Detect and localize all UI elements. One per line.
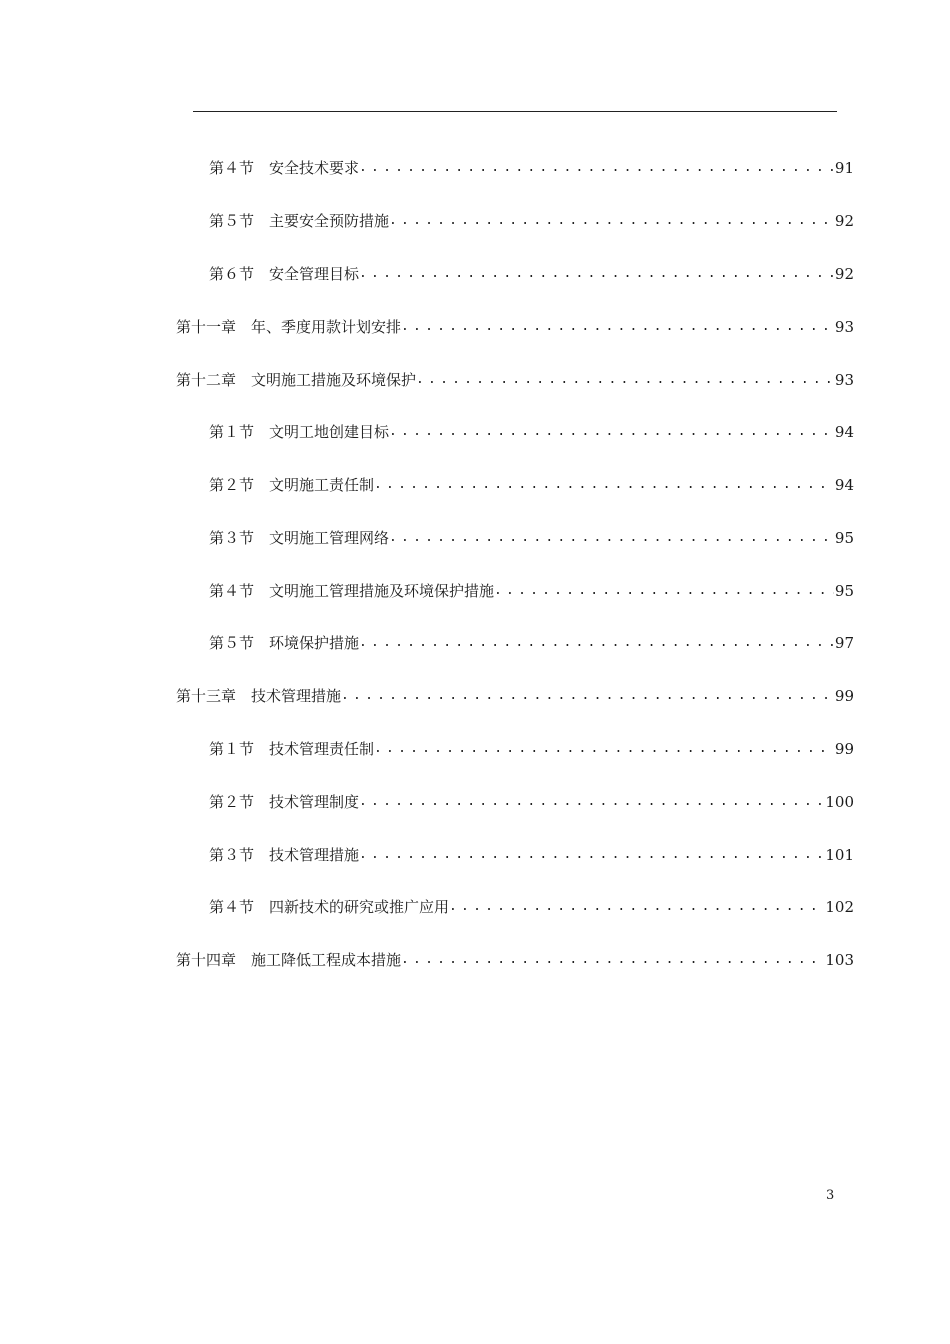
toc-entry-section[interactable] — [209, 841, 854, 865]
toc-dot-leader — [359, 633, 834, 653]
toc-entry-chapter[interactable] — [176, 313, 854, 337]
toc-entry-chapter[interactable] — [176, 366, 854, 390]
toc-entry-label: 第１节 文明工地创建目标 — [209, 423, 390, 441]
toc-entry-section[interactable] — [209, 629, 854, 653]
toc-entry-label: 第３节 文明施工管理网络 — [209, 529, 390, 547]
toc-entry-chapter[interactable] — [176, 682, 854, 706]
toc-dot-leader — [416, 370, 834, 390]
toc-entry-page: 97 — [834, 634, 854, 652]
toc-entry-section[interactable] — [209, 735, 854, 759]
toc-entry-page: 99 — [834, 740, 854, 758]
toc-entry-page: 91 — [834, 159, 854, 177]
toc-entry-label: 第十四章 施工降低工程成本措施 — [176, 951, 402, 969]
toc-entry-section[interactable] — [209, 893, 854, 917]
toc-entry-page: 103 — [825, 951, 854, 969]
toc-entry-label: 第４节 四新技术的研究或推广应用 — [209, 898, 450, 916]
toc-entry-section[interactable] — [209, 154, 854, 178]
toc-entry-label: 第十一章 年、季度用款计划安排 — [176, 318, 402, 336]
toc-entry-label: 第４节 文明施工管理措施及环境保护措施 — [209, 582, 495, 600]
toc-entry-section[interactable] — [209, 260, 854, 284]
toc-dot-leader — [359, 158, 834, 178]
toc-dot-leader — [359, 845, 824, 865]
toc-dot-leader — [374, 475, 834, 495]
toc-entry-page: 100 — [825, 793, 854, 811]
toc-entry-chapter[interactable] — [176, 946, 854, 970]
header-rule — [193, 111, 837, 112]
toc-dot-leader — [374, 739, 834, 759]
toc-entry-section[interactable] — [209, 577, 854, 601]
toc-entry-label: 第５节 环境保护措施 — [209, 634, 360, 652]
toc-entry-label: 第２节 技术管理制度 — [209, 793, 360, 811]
toc-dot-leader — [389, 422, 834, 442]
toc-entry-page: 94 — [834, 423, 854, 441]
toc-dot-leader — [401, 317, 834, 337]
toc-entry-section[interactable] — [209, 418, 854, 442]
toc-dot-leader — [449, 897, 824, 917]
toc-entry-page: 92 — [834, 265, 854, 283]
toc-entry-page: 101 — [825, 846, 854, 864]
toc-entry-section[interactable] — [209, 471, 854, 495]
toc-entry-page: 95 — [834, 582, 854, 600]
toc-dot-leader — [401, 950, 824, 970]
toc-dot-leader — [494, 581, 834, 601]
toc-dot-leader — [359, 792, 824, 812]
toc-dot-leader — [389, 528, 834, 548]
toc-entry-page: 92 — [834, 212, 854, 230]
toc-entry-label: 第３节 技术管理措施 — [209, 846, 360, 864]
toc-entry-section[interactable] — [209, 788, 854, 812]
toc-dot-leader — [359, 264, 834, 284]
toc-entry-page: 102 — [825, 898, 854, 916]
toc-entry-label: 第１节 技术管理责任制 — [209, 740, 375, 758]
toc-entry-label: 第５节 主要安全预防措施 — [209, 212, 390, 230]
toc-entry-page: 99 — [834, 687, 854, 705]
toc-entry-label: 第十三章 技术管理措施 — [176, 687, 342, 705]
toc-entry-label: 第６节 安全管理目标 — [209, 265, 360, 283]
toc-entry-section[interactable] — [209, 524, 854, 548]
toc-dot-leader — [341, 686, 834, 706]
toc-entry-page: 94 — [834, 476, 854, 494]
toc-entry-page: 95 — [834, 529, 854, 547]
toc-entry-label: 第４节 安全技术要求 — [209, 159, 360, 177]
page-number: 3 — [826, 1188, 835, 1203]
toc-entry-page: 93 — [834, 318, 854, 336]
toc-dot-leader — [389, 211, 834, 231]
toc-entry-label: 第十二章 文明施工措施及环境保护 — [176, 371, 417, 389]
toc-entry-page: 93 — [834, 371, 854, 389]
toc-entry-section[interactable] — [209, 207, 854, 231]
toc-entry-label: 第２节 文明施工责任制 — [209, 476, 375, 494]
